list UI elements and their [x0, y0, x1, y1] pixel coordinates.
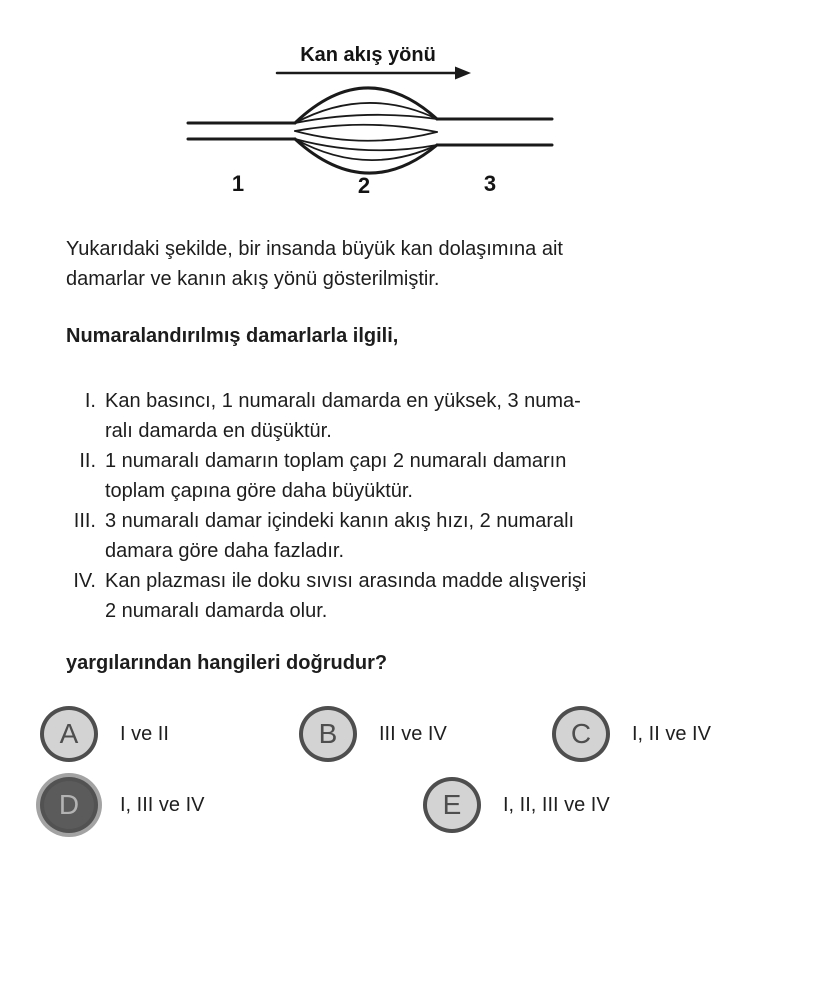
- vessel-label-2: 2: [357, 173, 371, 198]
- statement-3-line-2: damara göre daha fazladır.: [105, 540, 345, 562]
- intro-paragraph: [66, 234, 716, 294]
- statement-3-numeral: III.: [73, 510, 96, 532]
- option-b-label: III ve IV: [379, 722, 447, 745]
- statement-3-line-1: 3 numaralı damar içindeki kanın akış hızı, 2 numaralı: [105, 510, 575, 532]
- statement-1: [66, 386, 726, 446]
- statement-4-line-2: 2 numaralı damarda olur.: [105, 600, 328, 622]
- statement-4: [66, 566, 726, 626]
- statement-3: [66, 506, 726, 566]
- question-text: yargılarından hangileri doğrudur?: [66, 652, 388, 674]
- option-b-circle[interactable]: B: [299, 706, 357, 762]
- statement-4-line-1: Kan plazması ile doku sıvısı arasında madde alışverişi: [105, 570, 587, 592]
- statement-2-line-2: toplam çapına göre daha büyüktür.: [105, 480, 413, 502]
- stem-heading: Numaralandırılmış damarlarla ilgili,: [66, 325, 399, 347]
- intro-line-1: Yukarıdaki şekilde, bir insanda büyük kan dolaşımına ait: [66, 238, 563, 260]
- option-a[interactable]: [40, 706, 169, 762]
- statement-1-numeral: I.: [84, 390, 96, 412]
- statements-list: [66, 386, 726, 626]
- vessel-label-3: 3: [483, 171, 497, 196]
- blood-vessel-diagram: [0, 0, 826, 210]
- flow-direction-label: Kan akış yönü: [300, 44, 436, 66]
- statement-4-numeral: IV.: [73, 570, 96, 592]
- option-c[interactable]: [552, 706, 711, 762]
- option-c-circle[interactable]: C: [552, 706, 610, 762]
- option-e[interactable]: [423, 777, 610, 833]
- option-b[interactable]: [299, 706, 447, 762]
- statement-2: [66, 446, 726, 506]
- vessel-label-1: 1: [231, 171, 245, 196]
- option-d-label: I, III ve IV: [120, 793, 205, 816]
- option-d-circle[interactable]: D: [40, 777, 98, 833]
- intro-line-2: damarlar ve kanın akış yönü gösterilmiştir.: [66, 268, 440, 290]
- statement-1-line-2: ralı damarda en düşüktür.: [105, 420, 332, 442]
- statement-2-line-1: 1 numaralı damarın toplam çapı 2 numaralı damarın: [105, 450, 567, 472]
- statement-2-numeral: II.: [79, 450, 96, 472]
- option-c-label: I, II ve IV: [632, 722, 711, 745]
- option-a-label: I ve II: [120, 722, 169, 745]
- option-e-circle[interactable]: E: [423, 777, 481, 833]
- option-d[interactable]: [40, 777, 204, 833]
- statement-1-line-1: Kan basıncı, 1 numaralı damarda en yüksek, 3 numa-: [105, 390, 581, 412]
- option-e-label: I, II, III ve IV: [503, 793, 610, 816]
- flow-arrow: [277, 67, 471, 80]
- option-a-circle[interactable]: A: [40, 706, 98, 762]
